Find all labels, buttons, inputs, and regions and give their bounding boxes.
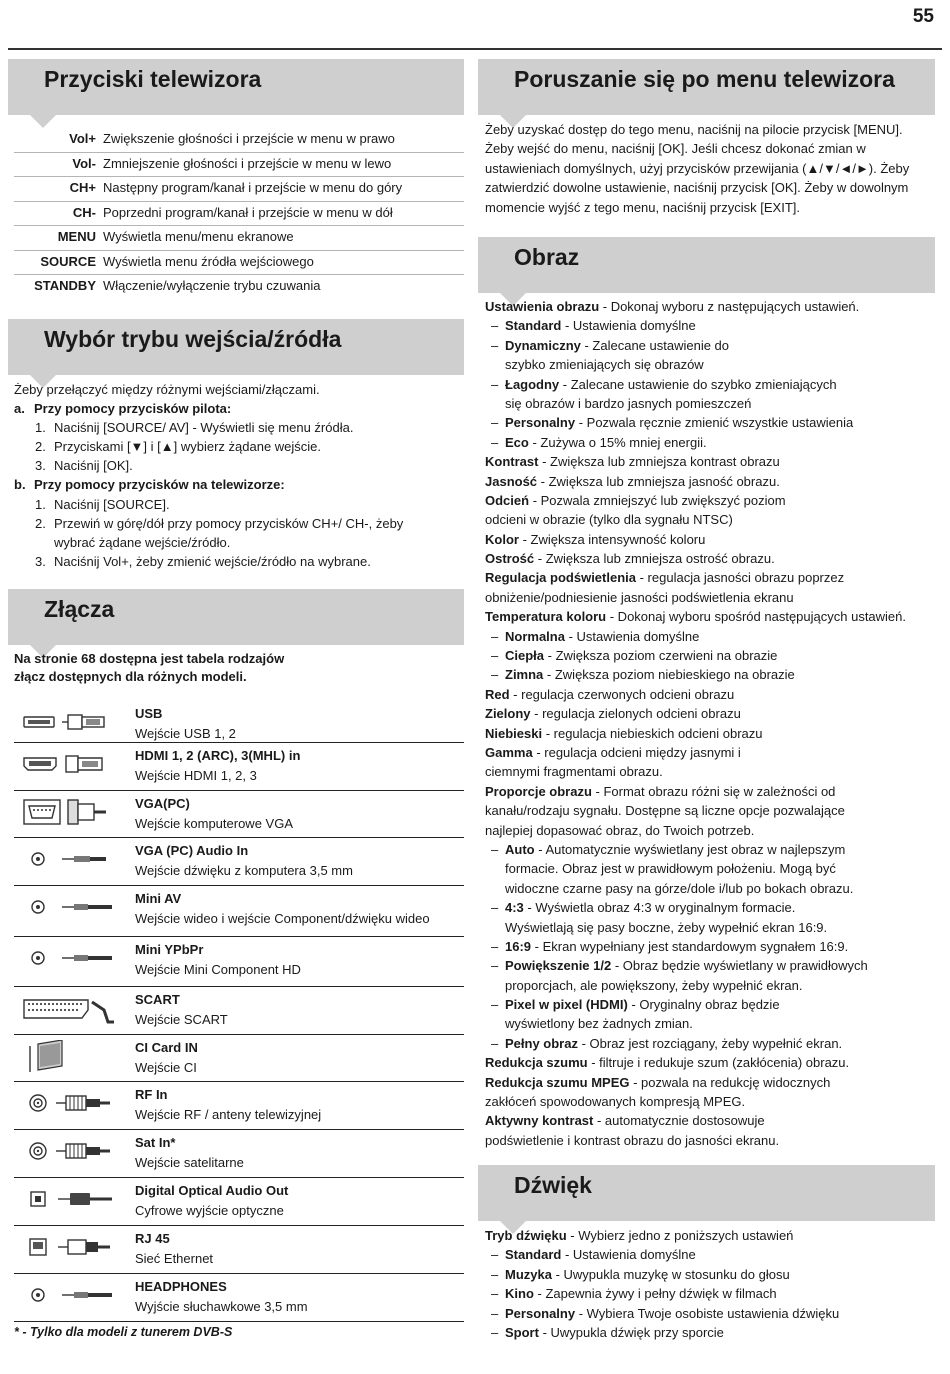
option-item bbox=[485, 375, 935, 394]
setting-description: - Ustawienia domyślne bbox=[561, 318, 696, 334]
setting-name: Temperatura koloru bbox=[485, 609, 607, 625]
setting-name: Redukcja szumu bbox=[485, 1055, 588, 1071]
connector-row bbox=[14, 1273, 464, 1322]
footnote: * - Tylko dla modeli z tunerem DVB-S bbox=[14, 1325, 233, 1339]
input-instructions bbox=[14, 380, 464, 571]
setting-name: Dynamiczny bbox=[505, 337, 581, 353]
setting-description: - Zwiększa lub zmniejsza ostrość obrazu. bbox=[534, 551, 775, 567]
setting-description: - Uwypukla muzykę w stosunku do głosu bbox=[551, 1266, 790, 1282]
connector-name: VGA(PC) bbox=[135, 796, 190, 811]
setting-name: Ciepła bbox=[505, 648, 545, 664]
setting-line bbox=[485, 801, 935, 820]
setting-line bbox=[485, 1131, 935, 1150]
step-number: 3. bbox=[35, 553, 46, 569]
option-item bbox=[485, 956, 935, 975]
setting-description: - Obraz będzie wyświetlany w prawidłowych bbox=[611, 958, 868, 974]
setting-description: - Wyświetla obraz 4:3 w oryginalnym formacie. bbox=[523, 900, 796, 916]
setting-line bbox=[485, 568, 935, 587]
setting-description: - Dokonaj wyboru z następujących ustawień. bbox=[599, 299, 860, 314]
setting-name: Ustawienia obrazu bbox=[485, 299, 600, 314]
setting-line bbox=[485, 743, 935, 762]
setting-description: - filtruje i redukuje szum (zakłócenia) obrazu. bbox=[587, 1055, 850, 1071]
setting-name: Standard bbox=[505, 1247, 562, 1263]
button-table-row bbox=[14, 225, 464, 251]
connector-description: Wejście komputerowe VGA bbox=[135, 816, 293, 831]
menu-navigation-line: ustawieniach domyślnych, użyj przycisków przewijania (▲/▼/◄/►). Żeby bbox=[485, 160, 910, 176]
setting-description: wyświetlony bez żadnych zmian. bbox=[505, 1016, 693, 1032]
step-item bbox=[14, 418, 464, 437]
setting-line bbox=[485, 704, 935, 723]
connector-description: Wejście SCART bbox=[135, 1012, 228, 1027]
button-key: STANDBY bbox=[34, 278, 96, 293]
connector-row bbox=[14, 1129, 464, 1178]
option-item bbox=[485, 413, 935, 432]
setting-line bbox=[485, 859, 935, 878]
button-key: CH+ bbox=[69, 180, 96, 195]
connector-row bbox=[14, 700, 464, 743]
option-item bbox=[485, 898, 935, 917]
top-rule bbox=[8, 48, 942, 50]
step-text: Naciśnij [SOURCE/ AV] - Wyświetli się menu źródła. bbox=[54, 420, 354, 436]
setting-description: - Zwiększa intensywność koloru bbox=[518, 531, 706, 547]
connector-name: Sat In* bbox=[135, 1135, 176, 1150]
button-key: CH- bbox=[72, 204, 96, 220]
setting-name: Red bbox=[485, 686, 510, 702]
setting-line bbox=[485, 549, 935, 568]
connector-row bbox=[14, 885, 464, 937]
option-item bbox=[485, 1284, 935, 1303]
button-table-row bbox=[14, 274, 464, 299]
setting-name: 4:3 bbox=[505, 900, 524, 916]
section-header-connectors: Złącza bbox=[8, 589, 464, 645]
input-option-a bbox=[14, 399, 464, 418]
option-item bbox=[485, 336, 935, 355]
setting-description: - Uwypukla dźwięk przy sporcie bbox=[538, 1324, 724, 1340]
button-key: MENU bbox=[57, 229, 96, 244]
connector-name: VGA (PC) Audio In bbox=[135, 843, 249, 858]
input-intro: Żeby przełączyć między różnymi wejściami/złączami. bbox=[14, 382, 320, 397]
setting-name: Eco bbox=[505, 434, 529, 450]
setting-name: Kontrast bbox=[485, 454, 539, 470]
setting-line bbox=[485, 452, 935, 471]
option-item bbox=[485, 316, 935, 335]
connector-row bbox=[14, 1225, 464, 1274]
connector-row bbox=[14, 1081, 464, 1130]
connector-row bbox=[14, 1034, 464, 1082]
step-text: wybrać żądane wejście/źródło. bbox=[54, 534, 231, 550]
option-item bbox=[485, 937, 935, 956]
setting-description: widoczne czarne pasy na górze/dole i/lub po bokach obrazu. bbox=[505, 880, 854, 896]
option-item bbox=[485, 665, 935, 684]
section-header-sound: Dźwięk bbox=[478, 1165, 935, 1221]
sat-icon bbox=[22, 1135, 132, 1169]
optical-icon bbox=[22, 1183, 132, 1217]
button-description: Poprzedni program/kanał i przejście w menu w dół bbox=[103, 204, 393, 220]
setting-description: - Wybiera Twoje osobiste ustawienia dźwięku bbox=[575, 1305, 840, 1321]
setting-name: Niebieski bbox=[485, 725, 543, 741]
setting-name: Personalny bbox=[505, 415, 576, 431]
input-option-b bbox=[14, 475, 464, 494]
setting-line bbox=[485, 1111, 935, 1130]
setting-description: Wyświetlają się pasy boczne, żeby wypełnić ekran 16:9. bbox=[505, 919, 828, 935]
connector-description: Sieć Ethernet bbox=[135, 1251, 214, 1266]
setting-description: się obrazów i bardzo jasnych pomieszczeń bbox=[505, 395, 752, 411]
connector-name: HEADPHONES bbox=[135, 1279, 227, 1294]
section-header-input: Wybór trybu wejścia/źródła bbox=[8, 319, 464, 375]
connector-row bbox=[14, 742, 464, 791]
step-item bbox=[14, 437, 464, 456]
menu-navigation-line: Żeby uzyskać dostęp do tego menu, naciśnij na pilocie przycisk [MENU]. bbox=[485, 122, 903, 137]
connector-description: Cyfrowe wyjście optyczne bbox=[135, 1203, 284, 1218]
page-number: 55 bbox=[912, 6, 934, 27]
headphones-jack-icon bbox=[22, 1279, 132, 1313]
setting-description: podświetlenie i kontrast obrazu do jasności ekranu. bbox=[485, 1132, 780, 1148]
setting-name: Tryb dźwięku bbox=[485, 1228, 567, 1243]
setting-description: - automatycznie dostosowuje bbox=[593, 1113, 765, 1129]
setting-description: - Pozwala zmniejszyć lub zwiększyć poziom bbox=[529, 492, 786, 508]
setting-description: obniżenie/podniesienie jasności podświetlenia ekranu bbox=[485, 589, 794, 605]
setting-line bbox=[485, 1053, 935, 1072]
setting-name: Regulacja podświetlenia bbox=[485, 570, 636, 586]
setting-description: - regulacja zielonych odcieni obrazu bbox=[530, 706, 741, 722]
setting-name: Ostrość bbox=[485, 551, 535, 567]
setting-name: Powiększenie 1/2 bbox=[505, 958, 612, 974]
setting-name: Zielony bbox=[485, 706, 531, 722]
setting-name: Sport bbox=[505, 1324, 539, 1340]
setting-line bbox=[485, 1092, 935, 1111]
setting-description: - Ekran wypełniany jest standardowym sygnałem 16:9. bbox=[531, 938, 849, 954]
setting-line bbox=[485, 491, 935, 510]
setting-line bbox=[485, 976, 935, 995]
section-header-menu-navigation: Poruszanie się po menu telewizora bbox=[478, 59, 935, 115]
setting-description: - Zwiększa lub zmniejsza jasność obrazu. bbox=[537, 473, 780, 489]
setting-line bbox=[485, 510, 935, 529]
option-a-title: Przy pomocy przycisków pilota: bbox=[34, 401, 232, 417]
option-item bbox=[485, 840, 935, 859]
menu-navigation-text bbox=[485, 120, 935, 217]
connector-row bbox=[14, 1177, 464, 1226]
step-item bbox=[14, 533, 464, 552]
setting-description: - Zalecane ustawienie do szybko zmieniających bbox=[559, 376, 837, 392]
option-item bbox=[485, 1323, 935, 1342]
setting-name: Łagodny bbox=[505, 376, 560, 392]
setting-line bbox=[485, 782, 935, 801]
setting-name: Odcień bbox=[485, 492, 530, 508]
menu-navigation-line: Żeby wejść do menu, naciśnij [OK]. Jeśli chcesz dokonać zmian w bbox=[485, 141, 866, 157]
connector-description: Wejście USB 1, 2 bbox=[135, 726, 236, 741]
setting-name: Gamma bbox=[485, 744, 533, 760]
setting-name: Kolor bbox=[485, 531, 519, 547]
setting-name: Normalna bbox=[505, 628, 565, 644]
setting-description: zakłóceń spowodowanych kompresją MPEG. bbox=[485, 1094, 746, 1110]
setting-name: Muzyka bbox=[505, 1266, 552, 1282]
step-item bbox=[14, 495, 464, 514]
option-item bbox=[485, 627, 935, 646]
step-item bbox=[14, 456, 464, 475]
setting-name: Redukcja szumu MPEG bbox=[485, 1074, 630, 1090]
setting-line bbox=[485, 588, 935, 607]
setting-description: - Zwiększa lub zmniejsza kontrast obrazu bbox=[538, 454, 780, 470]
option-item bbox=[485, 433, 935, 452]
connector-description: Wejście wideo i wejście Component/dźwięku wideo bbox=[135, 911, 430, 926]
setting-description: - regulacja odcieni między jasnymi i bbox=[532, 744, 741, 760]
connector-description: Wejście HDMI 1, 2, 3 bbox=[135, 768, 257, 783]
connector-name: RF In bbox=[135, 1087, 168, 1102]
setting-description: - Zalecane ustawienie do bbox=[580, 337, 730, 353]
option-item bbox=[485, 995, 935, 1014]
button-description: Zwiększenie głośności i przejście w menu w prawo bbox=[103, 131, 395, 146]
sound-settings-text bbox=[485, 1226, 935, 1342]
button-table-row bbox=[14, 176, 464, 202]
setting-description: - Automatycznie wyświetlany jest obraz w najlepszym bbox=[534, 841, 846, 857]
option-b-steps bbox=[14, 495, 464, 571]
setting-description: - Ustawienia domyślne bbox=[561, 1247, 696, 1263]
setting-name: Standard bbox=[505, 318, 562, 334]
option-b-title: Przy pomocy przycisków na telewizorze: bbox=[34, 477, 285, 493]
step-text: Naciśnij [OK]. bbox=[54, 458, 133, 474]
connector-row bbox=[14, 936, 464, 987]
picture-settings-text bbox=[485, 297, 935, 1150]
setting-name: Auto bbox=[505, 841, 535, 857]
setting-description: - Dokonaj wyboru spośród następujących ustawień. bbox=[606, 609, 907, 625]
scart-icon bbox=[22, 992, 132, 1026]
setting-description: - Oryginalny obraz będzie bbox=[627, 997, 780, 1013]
connector-description: Wejście satelitarne bbox=[135, 1155, 244, 1170]
mini-av-icon bbox=[22, 891, 132, 925]
connector-name: CI Card IN bbox=[135, 1040, 198, 1055]
setting-description: - regulacja czerwonych odcieni obrazu bbox=[509, 686, 735, 702]
step-text: Przyciskami [▼] i [▲] wybierz żądane wejście. bbox=[54, 439, 322, 455]
option-a-label: a. bbox=[14, 401, 25, 417]
setting-description: - pozwala na redukcję widocznych bbox=[629, 1074, 831, 1090]
connectors-intro-line-2: złącz dostępnych dla różnych modeli. bbox=[14, 669, 247, 684]
button-table-row bbox=[14, 152, 464, 178]
option-b-label: b. bbox=[14, 477, 26, 493]
setting-line bbox=[485, 394, 935, 413]
button-description: Wyświetla menu/menu ekranowe bbox=[103, 229, 294, 244]
setting-name: Pełny obraz bbox=[505, 1035, 578, 1051]
step-text: Naciśnij Vol+, żeby zmienić wejście/źródło na wybrane. bbox=[54, 553, 371, 569]
setting-description: - Zużywa o 15% mniej energii. bbox=[528, 434, 707, 450]
setting-line bbox=[485, 724, 935, 743]
step-item bbox=[14, 552, 464, 571]
connector-name: Digital Optical Audio Out bbox=[135, 1183, 289, 1198]
connector-row bbox=[14, 837, 464, 886]
setting-description: - Zwiększa poziom niebieskiego na obrazie bbox=[543, 667, 795, 683]
setting-line bbox=[485, 879, 935, 898]
button-key: Vol- bbox=[72, 155, 96, 171]
connector-row bbox=[14, 986, 464, 1035]
button-key: SOURCE bbox=[40, 253, 96, 269]
audio-jack-icon bbox=[22, 843, 132, 877]
setting-line bbox=[485, 1226, 935, 1245]
setting-name: Zimna bbox=[505, 667, 544, 683]
setting-description: formacie. Obraz jest w prawidłowym położeniu. Mogą być bbox=[505, 861, 836, 877]
connector-description: Wejście dźwięku z komputera 3,5 mm bbox=[135, 863, 353, 878]
setting-description: - Ustawienia domyślne bbox=[564, 628, 700, 644]
button-description: Następny program/kanał i przejście w menu do góry bbox=[103, 180, 403, 195]
mini-ypbpr-icon bbox=[22, 942, 132, 976]
connector-description: Wejście RF / anteny telewizyjnej bbox=[135, 1107, 322, 1122]
connector-name: SCART bbox=[135, 992, 180, 1007]
step-number: 3. bbox=[35, 458, 46, 474]
setting-description: - Pozwala ręcznie zmienić wszystkie ustawienia bbox=[575, 415, 854, 431]
option-item bbox=[485, 1265, 935, 1284]
connector-description: Wejście CI bbox=[135, 1060, 197, 1075]
section-header-picture: Obraz bbox=[478, 237, 935, 293]
step-number: 1. bbox=[35, 496, 46, 512]
ci-card-icon bbox=[22, 1040, 132, 1074]
setting-description: - Wybierz jedno z poniższych ustawień bbox=[566, 1228, 794, 1243]
setting-name: Aktywny kontrast bbox=[485, 1113, 594, 1129]
hdmi-icon bbox=[22, 748, 132, 782]
setting-line bbox=[485, 355, 935, 374]
setting-line bbox=[485, 472, 935, 491]
usb-icon bbox=[22, 706, 132, 740]
button-table-row bbox=[14, 201, 464, 227]
step-text: Naciśnij [SOURCE]. bbox=[54, 496, 170, 512]
connector-name: USB bbox=[135, 706, 163, 721]
setting-description: proporcjach, ale powiększony, żeby wypełnić ekran. bbox=[505, 977, 803, 993]
rf-icon bbox=[22, 1087, 132, 1121]
setting-description: odcieni w obrazie (tylko dla sygnału NTSC) bbox=[485, 512, 733, 528]
setting-description: - Zwiększa poziom czerwieni na obrazie bbox=[544, 648, 778, 664]
setting-name: Jasność bbox=[485, 473, 538, 489]
connector-description: Wejście Mini Component HD bbox=[135, 962, 301, 977]
setting-description: - Format obrazu różni się w zależności od bbox=[591, 783, 836, 799]
button-description: Wyświetla menu źródła wejściowego bbox=[103, 253, 314, 269]
setting-description: - Zapewnia żywy i pełny dźwięk w filmach bbox=[533, 1286, 777, 1302]
setting-description: najlepiej dopasować obraz, do Twoich potrzeb. bbox=[485, 822, 755, 838]
option-item bbox=[485, 1304, 935, 1323]
setting-name: Kino bbox=[505, 1286, 534, 1302]
step-number: 2. bbox=[35, 439, 46, 455]
button-table-row bbox=[14, 127, 464, 153]
setting-description: - regulacja jasności obrazu poprzez bbox=[636, 570, 845, 586]
ethernet-icon bbox=[22, 1231, 132, 1265]
option-item bbox=[485, 1034, 935, 1053]
setting-description: kanału/rodzaju sygnału. Dostępne są liczne opcje pozwalające bbox=[485, 803, 845, 819]
connector-name: RJ 45 bbox=[135, 1231, 170, 1246]
menu-navigation-line: momencie wyjść z tego menu, naciśnij przycisk [EXIT]. bbox=[485, 199, 800, 215]
setting-line bbox=[485, 821, 935, 840]
connector-name: Mini YPbPr bbox=[135, 942, 204, 957]
setting-line bbox=[485, 762, 935, 781]
setting-line bbox=[485, 685, 935, 704]
vga-icon bbox=[22, 796, 132, 830]
option-a-steps bbox=[14, 418, 464, 475]
setting-description: - Obraz jest rozciągany, żeby wypełnić ekran. bbox=[577, 1035, 843, 1051]
step-text: Przewiń w górę/dół przy pomocy przycisków CH+/ CH-, żeby bbox=[54, 515, 404, 531]
setting-description: - regulacja niebieskich odcieni obrazu bbox=[542, 725, 763, 741]
setting-line bbox=[485, 1073, 935, 1092]
setting-line bbox=[485, 297, 935, 316]
setting-description: szybko zmieniających się obrazów bbox=[505, 357, 704, 373]
button-table-row bbox=[14, 250, 464, 276]
button-description: Włączenie/wyłączenie trybu czuwania bbox=[103, 278, 321, 293]
setting-name: Proporcje obrazu bbox=[485, 783, 592, 799]
setting-description: ciemnymi fragmentami obrazu. bbox=[485, 764, 663, 780]
connector-row bbox=[14, 790, 464, 838]
connectors-intro bbox=[14, 650, 464, 686]
step-number: 1. bbox=[35, 420, 46, 436]
setting-line bbox=[485, 918, 935, 937]
option-item bbox=[485, 1245, 935, 1264]
setting-name: 16:9 bbox=[505, 938, 532, 954]
setting-line bbox=[485, 607, 935, 626]
step-number: 2. bbox=[35, 515, 46, 531]
menu-navigation-line: zatwierdzić dowolne ustawienie, naciśnij przycisk [OK]. Żeby w dowolnym bbox=[485, 180, 909, 196]
step-item bbox=[14, 514, 464, 533]
connector-description: Wyjście słuchawkowe 3,5 mm bbox=[135, 1299, 308, 1314]
option-item bbox=[485, 646, 935, 665]
setting-name: Pixel w pixel (HDMI) bbox=[505, 997, 628, 1013]
button-key: Vol+ bbox=[69, 131, 96, 146]
setting-line bbox=[485, 1014, 935, 1033]
connector-name: HDMI 1, 2 (ARC), 3(MHL) in bbox=[135, 748, 301, 763]
connector-name: Mini AV bbox=[135, 891, 182, 906]
setting-name: Personalny bbox=[505, 1305, 576, 1321]
button-description: Zmniejszenie głośności i przejście w menu w lewo bbox=[103, 155, 392, 171]
connectors-intro-line-1: Na stronie 68 dostępna jest tabela rodzajów bbox=[14, 651, 285, 666]
section-header-buttons: Przyciski telewizora bbox=[8, 59, 464, 115]
setting-line bbox=[485, 530, 935, 549]
